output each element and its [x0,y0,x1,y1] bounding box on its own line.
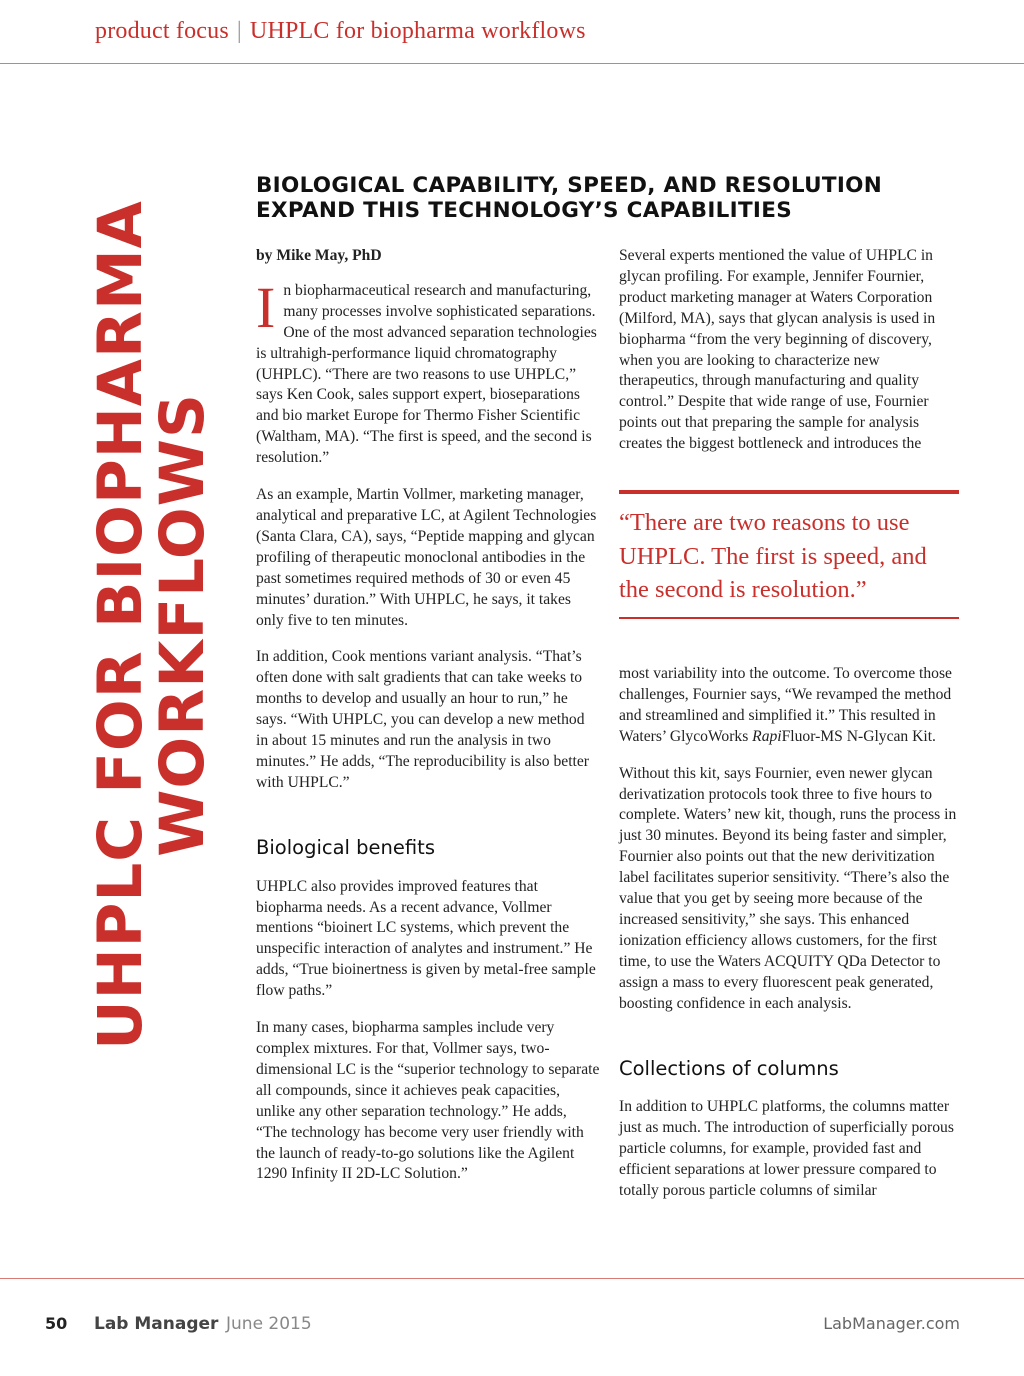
footer-rule [0,1278,1024,1279]
right-column-top [619,246,961,471]
paragraph: Several experts mentioned the value of UHPLC in glycan profiling. For example, Jennifer Fournier, product marketing manager at Waters Corporation (Milford, MA), says that glycan analysis is used in biopharma “from the very beginning of discovery, when you are looking to characterize new therapeutics, through manufacturing and quality control.” Despite that wide range of use, Fournier points out that preparing the sample for analysis creates the biggest bottleneck and introduces the [619,247,936,453]
section-heading: Collections of columns [619,1056,839,1080]
header-section: product focus [95,18,229,44]
italic-rapi: Rapi [752,727,782,745]
paragraph: In addition to UHPLC platforms, the columns matter just as much. The introduction of superficially porous particle columns, for example, provided fast and efficient separations at lower pressure compared to totally porous particle columns of similar [619,1098,954,1200]
article-title-line2: WORKFLOWS [147,393,218,857]
drop-cap: I [256,274,276,340]
paragraph: Without this kit, says Fournier, even newer glycan derivatization protocols took three to five hours to complete. Waters’ new kit, though, runs the process in just 30 minutes. Beyond its being faster and simpler, Fournier also points out that the new derivitization label facilitates superior sensitivity. “There’s also the value that you get by seeing more because of the increased sensitivity,” she says. This enhanced ionization efficiency allows customers, for the first time, to use the Waters ACQUITY QDa Detector to assign a mass to every fluorescent peak generated, boosting confidence in each analysis. [619,764,957,1012]
pull-quote: “There are two reasons to use UHPLC. The first is speed, and the second is resolution.” [619,490,959,619]
article-title-line1: UHPLC FOR BIOPHARMA [85,200,156,1050]
header-separator: | [236,18,242,44]
article-subhead: BIOLOGICAL CAPABILITY, SPEED, AND RESOLUTION EXPAND THIS TECHNOLOGY’S CAPABILITIES [256,173,882,223]
paragraph: In addition, Cook mentions variant analysis. “That’s often done with salt gradients that can take weeks to months to develop and usually an hour to run,” he says. “With UHPLC, you can develop a new method in about 15 minutes and run the analysis in two minutes.” He adds, “The reproducibility is also better with UHPLC.” [256,648,590,791]
paragraph: UHPLC also provides improved features that biopharma needs. As a recent advance, Vollmer mentions “bioinert LC systems, which prevent the unspecific interaction of analytes and instrument.” He adds, “True bioinertness is given by metal-free sample flow paths.” [256,877,596,1000]
article-title [85,165,218,1085]
left-column [256,246,600,1201]
issue-date: June 2015 [226,1314,312,1334]
right-column-bottom [619,664,961,1218]
header-topic: UHPLC for biopharma workflows [249,18,586,44]
byline: by Mike May, PhD [256,247,382,264]
running-header [95,18,586,45]
website: LabManager.com [823,1314,960,1333]
header-rule [0,63,1024,64]
page-number: 50 [45,1314,68,1333]
paragraph: As an example, Martin Vollmer, marketing manager, analytical and preparative LC, at Agilent Technologies (Santa Clara, CA), says, “Peptide mapping and glycan profiling of therapeutic monoclonal antibodies in the past sometimes required methods of 30 or even 45 minutes’ duration.” With UHPLC, he says, it takes only five to ten minutes. [256,486,597,629]
paragraph: most variability into the outcome. To overcome those challenges, Fournier says, “We revamped the method and streamlined and simplified it.” This resulted in Waters’ GlycoWorks RapiFluor-MS N-Glycan Kit. [619,665,952,745]
section-heading: Biological benefits [256,835,435,859]
paragraph: In many cases, biopharma samples include very complex mixtures. For that, Vollmer says, two-dimensional LC is the “superior technology to separate all compounds, since it achieves peak capacities, unlike any other separation technology.” He adds, “The technology has become very user friendly with the launch of ready-to-go solutions like the Agilent 1290 Infinity II 2D-LC Solution.” [256,1019,600,1183]
paragraph: In biopharmaceutical research and manufacturing, many processes involve sophisticated separations. One of the most advanced separation technologies is ultrahigh-performance liquid chromatography (UHPLC). “There are two reasons to use UHPLC,” says Ken Cook, sales support expert, bioseparations and bio market Europe for Thermo Fisher Scientific (Waltham, MA). “The first is speed, and the second is resolution.” [256,274,597,467]
publication-name: Lab Manager [94,1314,219,1334]
